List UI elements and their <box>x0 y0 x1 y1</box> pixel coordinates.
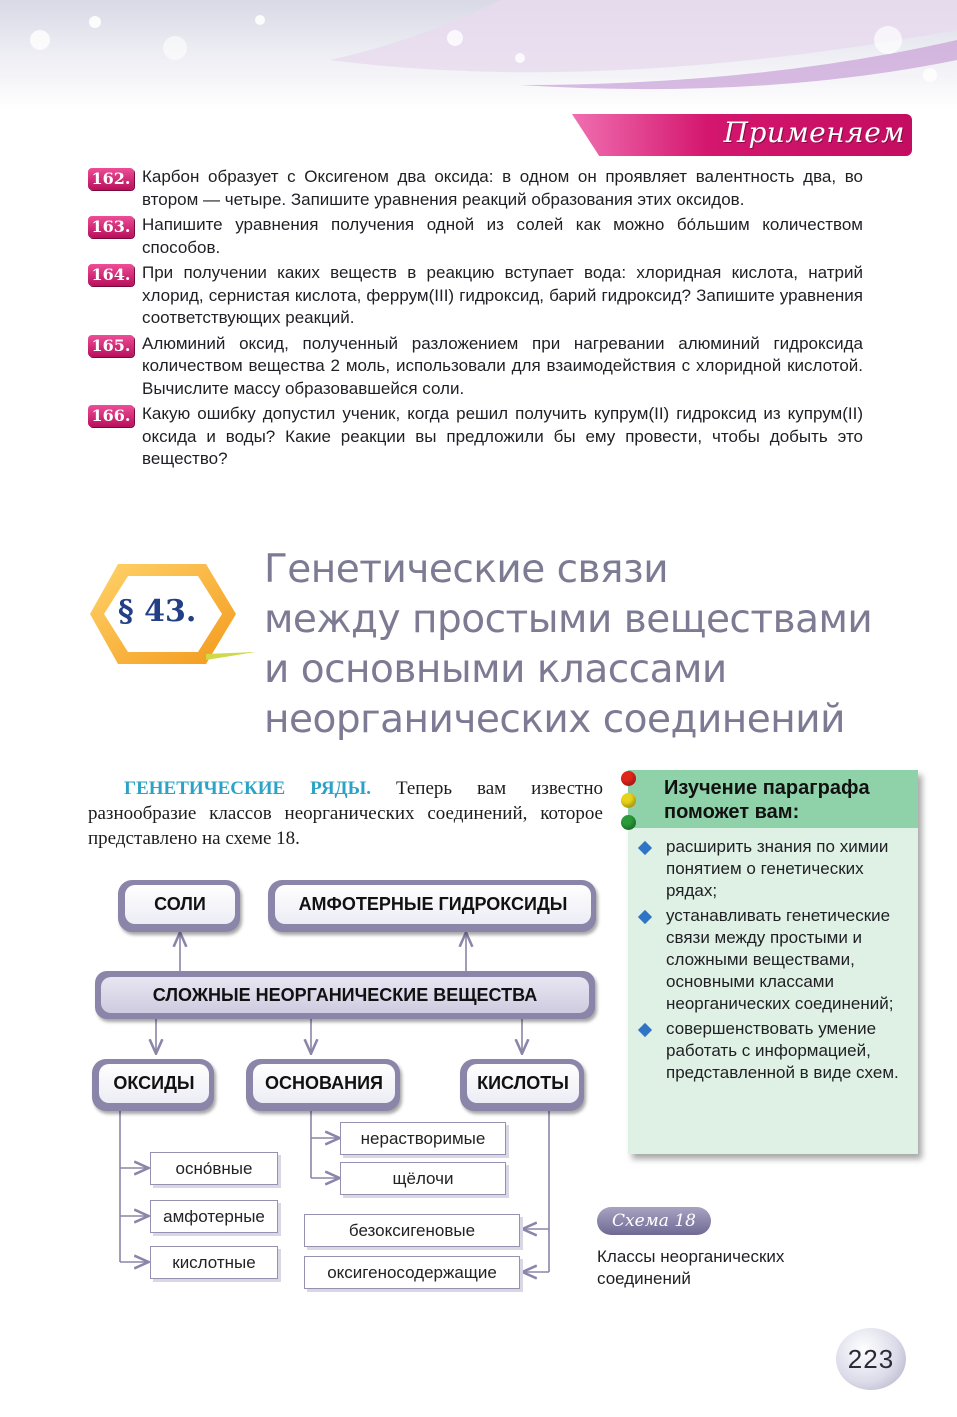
header-decoration <box>0 0 957 110</box>
intro-text: Теперь вам известно разнообразие классов неорганических соединений, которое представлено на схеме 18. <box>88 778 603 849</box>
acid-type-oxygen-free: безоксигеновые <box>304 1214 520 1247</box>
exercise-166 <box>88 403 863 471</box>
amphoteric-hydroxides-node <box>268 880 596 932</box>
acids-node <box>460 1059 584 1111</box>
intro-lead: ГЕНЕТИЧЕСКИЕ РЯДЫ. <box>124 778 372 799</box>
red-dot-icon <box>621 771 636 786</box>
section-title-line: между простыми веществами <box>264 597 873 642</box>
bases-label: ОСНОВАНИЯ <box>253 1064 395 1103</box>
base-type-insoluble: нерастворимые <box>340 1122 506 1155</box>
goals-list <box>638 836 913 1087</box>
exercise-165 <box>88 333 863 401</box>
goals-item <box>638 1018 913 1084</box>
complex-substances-label: СЛОЖНЫЕ НЕОРГАНИЧЕСКИЕ ВЕЩЕСТВА <box>101 977 589 1013</box>
exercise-text: Карбон образует с Оксигеном два оксида: в одном он проявляет валентность два, во втором — четыре. Запишите уравнения реакций образования этих оксидов. <box>142 167 863 209</box>
exercise-text: При получении каких веществ в реакцию вступает вода: хлоридная кислота, натрий хлорид, сернистая кислота, феррум(III) гидроксид, барий гидроксид? Запишите уравнения соответствующих реакций. <box>142 263 863 327</box>
goals-item-text: совершенствовать умение работать с информацией, представленной в виде схем. <box>666 1019 899 1082</box>
green-dot-icon <box>621 815 636 830</box>
salts-node <box>118 880 240 932</box>
bullet-diamond-icon <box>638 910 652 924</box>
exercise-number: 162. <box>88 168 134 190</box>
oxides-node <box>92 1059 214 1111</box>
oxides-label: ОКСИДЫ <box>99 1064 209 1103</box>
exercise-list <box>88 166 863 474</box>
oxide-type-basic: осно́вные <box>150 1152 278 1185</box>
section-title-line: и основными классами <box>264 647 727 692</box>
oxide-type-amphoteric: амфотерные <box>150 1200 278 1233</box>
salts-label: СОЛИ <box>125 885 235 924</box>
exercise-number: 165. <box>88 335 134 357</box>
goals-box <box>628 770 918 1154</box>
exercise-number: 164. <box>88 264 134 286</box>
section-title <box>264 545 904 745</box>
goals-title: Изучение параграфа поможет вам: <box>664 777 870 823</box>
scheme-caption-text: Классы неорганических соединений <box>597 1247 785 1288</box>
acids-label: КИСЛОТЫ <box>467 1064 579 1103</box>
bullet-diamond-icon <box>638 841 652 855</box>
exercise-164 <box>88 262 863 330</box>
goals-item <box>638 905 913 1015</box>
goals-item-text: расширить знания по химии понятием о генетических рядах; <box>666 837 889 900</box>
bullet-diamond-icon <box>638 1023 652 1037</box>
exercise-text: Какую ошибку допустил ученик, когда решил получить купрум(II) гидроксид из купрум(II) оксида и воды? Какие реакции вы предложили бы ему провести, чтобы добыть это вещество? <box>142 404 863 468</box>
section-title-line: Генетические связи <box>264 547 669 592</box>
section-number: § 43. <box>118 594 197 629</box>
page-number: 223 <box>836 1328 906 1390</box>
exercise-number: 163. <box>88 216 134 238</box>
exercise-163 <box>88 214 863 259</box>
goals-item <box>638 836 913 902</box>
complex-substances-node <box>95 971 595 1019</box>
scheme-caption-tag: Схема 18 <box>597 1207 711 1235</box>
exercise-162 <box>88 166 863 211</box>
exercise-number: 166. <box>88 405 134 427</box>
amphoteric-hydroxides-label: АМФОТЕРНЫЕ ГИДРОКСИДЫ <box>275 885 591 924</box>
oxide-type-acidic: кислотные <box>150 1246 278 1279</box>
exercise-text: Алюминий оксид, полученный разложением при нагревании алюминий гидроксида количеством вещества 2 моль, использовали для взаимодействия с хлоридной кислотой. Вычислите массу образовавшейся соли. <box>142 333 863 398</box>
intro-paragraph <box>88 776 603 851</box>
bases-node <box>246 1059 400 1111</box>
section-tab-label: Применяем <box>723 116 905 149</box>
yellow-dot-icon <box>621 793 636 808</box>
acid-type-oxygen-containing: оксигеносодержащие <box>304 1256 520 1289</box>
goals-item-text: устанавливать генетические связи между простыми и сложными веществами, основными классами неорганических соединений; <box>666 906 894 1013</box>
base-type-alkali: щёлочи <box>340 1162 506 1195</box>
section-title-line: неорганических соединений <box>264 697 845 742</box>
exercise-text: Напишите уравнения получения одной из солей как можно бо́льшим количеством способов. <box>142 215 863 257</box>
